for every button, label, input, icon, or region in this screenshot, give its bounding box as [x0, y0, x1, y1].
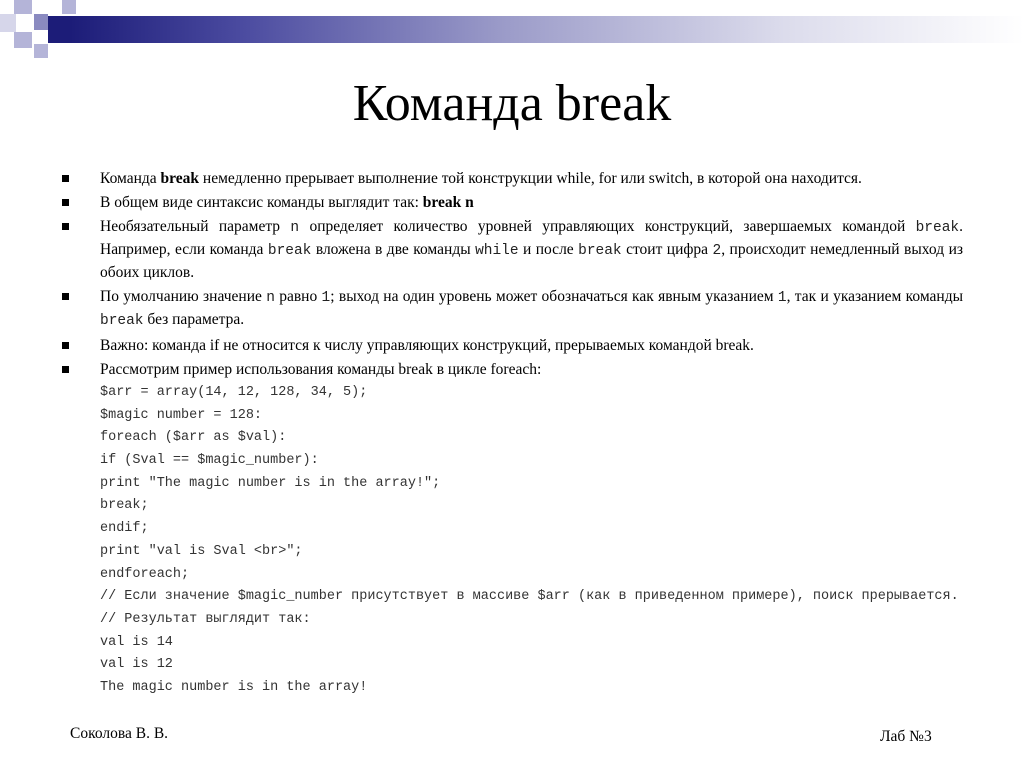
- bullet-marker: [62, 293, 69, 300]
- bullet-marker: [62, 366, 69, 373]
- bullet-item: [62, 192, 963, 213]
- text: без параметра.: [143, 311, 245, 328]
- code-line: print "The magic number is in the array!";: [100, 475, 441, 491]
- bullet-item: [62, 359, 963, 380]
- text: и после: [518, 241, 579, 258]
- text: немедленно прерывает выполнение той конструкции while, for или switch, в которой она находится.: [199, 170, 862, 187]
- text: ; выход на один уровень может обозначаться как явным указанием: [330, 288, 778, 305]
- text: стоит цифра: [621, 241, 713, 258]
- text: Необязательный параметр: [100, 218, 291, 235]
- slide-content: [62, 168, 963, 702]
- code-inline: while: [475, 243, 519, 259]
- code-inline: 1: [777, 290, 787, 306]
- text: Рассмотрим пример использования команды break в цикле foreach:: [100, 361, 542, 378]
- text: Команда: [100, 170, 161, 187]
- code-inline: break: [267, 243, 312, 259]
- code-line: endif;: [100, 521, 149, 537]
- text: вложена в две команды: [311, 241, 476, 258]
- bullet-marker: [62, 342, 69, 349]
- text: . Например, если команда: [100, 218, 963, 258]
- text: равно: [274, 288, 322, 305]
- text: , происходит немедленный выход из обоих циклов.: [100, 241, 963, 281]
- code-line: if (Sval == $magic_number):: [100, 453, 319, 469]
- footer-lab-number: Лаб №3: [880, 728, 932, 745]
- code-comment: // Если значение $magic_number присутствует в массиве $arr (как в приведенном примере), поиск прерывается.: [100, 589, 959, 605]
- text: По умолчанию значение: [100, 288, 267, 305]
- keyword-bold: break: [160, 170, 200, 187]
- bullet-marker: [62, 199, 69, 206]
- code-output: val is 14: [100, 634, 173, 650]
- code-inline: break: [100, 313, 144, 329]
- code-inline: n: [266, 290, 275, 306]
- bullet-item: [62, 168, 963, 189]
- text: В общем виде синтаксис команды выглядит так:: [100, 194, 423, 211]
- deco-square: [34, 14, 48, 30]
- bullet-marker: [62, 223, 69, 230]
- code-line: print "val is Sval <br>";: [100, 543, 303, 559]
- code-inline: break: [915, 220, 960, 236]
- deco-square: [34, 44, 48, 58]
- code-output: val is 12: [100, 657, 173, 673]
- code-inline: n: [290, 220, 300, 236]
- deco-square: [0, 14, 16, 32]
- deco-square: [48, 16, 70, 43]
- deco-square: [14, 32, 32, 48]
- code-comment: // Результат выглядит так:: [100, 611, 311, 627]
- code-line: endforeach;: [100, 566, 190, 582]
- bullet-item: [62, 286, 963, 332]
- code-line: break;: [100, 498, 149, 514]
- footer-author: Соколова В. В.: [70, 725, 169, 742]
- syntax-bold: break n: [422, 194, 474, 211]
- header-decoration: [0, 0, 1024, 64]
- text: определяет количество уровней управляющих конструкций, завершаемых командой: [299, 218, 916, 235]
- bullet-marker: [62, 175, 69, 182]
- deco-square: [14, 0, 32, 14]
- code-inline: 2: [712, 243, 722, 259]
- bullet-item: [62, 216, 963, 283]
- code-line: $arr = array(14, 12, 128, 34, 5);: [100, 385, 368, 400]
- code-inline: 1: [321, 290, 331, 306]
- text: , так и указанием команды: [786, 288, 964, 305]
- code-output: The magic number is in the array!: [100, 679, 368, 695]
- code-line: foreach ($arr as $val):: [100, 430, 287, 446]
- text: Важно: команда if не относится к числу управляющих конструкций, прерываемых командой break.: [100, 337, 754, 354]
- bullet-item: [62, 335, 963, 356]
- code-line: $magic number = 128:: [100, 407, 263, 423]
- code-example: [62, 384, 963, 697]
- code-inline: break: [578, 243, 622, 259]
- gradient-bar: [70, 16, 1024, 43]
- slide-title: Команда break: [352, 75, 672, 132]
- deco-square: [62, 0, 76, 14]
